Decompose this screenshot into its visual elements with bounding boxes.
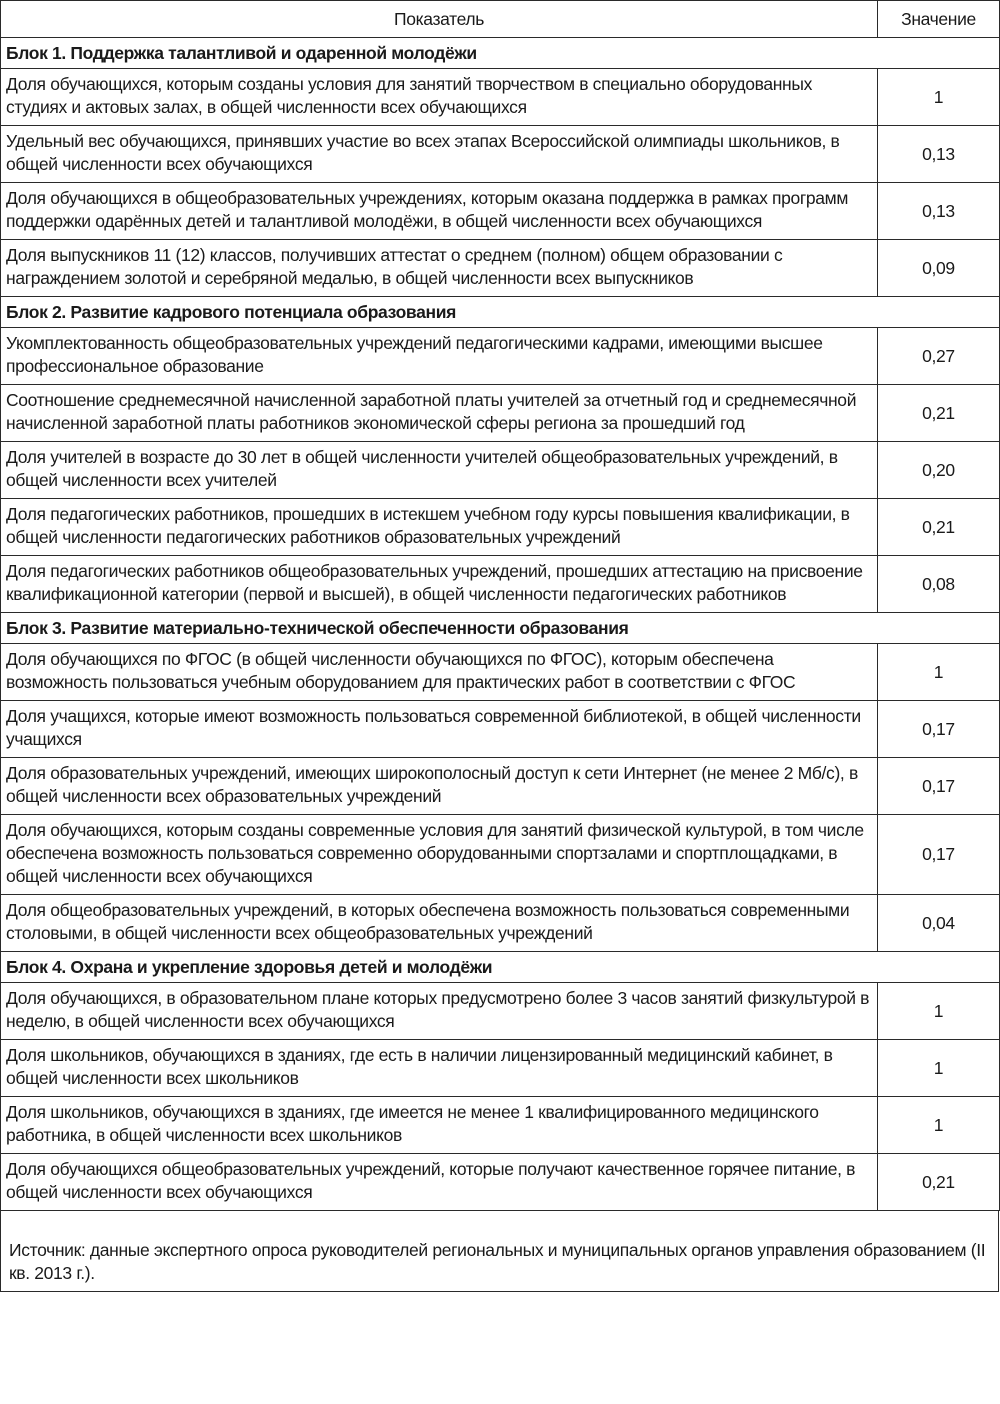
source-note: Источник: данные экспертного опроса руководителей региональных и муниципальных органов управления образованием (II кв. 2013 г.). (0, 1211, 999, 1292)
block-heading-row (1, 297, 1000, 328)
indicator-cell: Доля школьников, обучающихся в зданиях, где имеется не менее 1 квалифицированного медицинского работника, в общей численности всех школьников (1, 1097, 878, 1154)
indicator-cell: Доля обучающихся в общеобразовательных учреждениях, которым оказана поддержка в рамках программ поддержки одарённых детей и талантливой молодёжи, в общей численности всех обучающихся (1, 183, 878, 240)
indicator-cell: Доля обучающихся общеобразовательных учреждений, которые получают качественное горячее питание, в общей численности всех обучающихся (1, 1154, 878, 1211)
value-cell: 0,17 (878, 701, 1000, 758)
block-title: Блок 1. Поддержка талантливой и одаренной молодёжи (1, 38, 1000, 69)
value-cell: 0,21 (878, 1154, 1000, 1211)
table-row (1, 1040, 1000, 1097)
block-title: Блок 3. Развитие материально-технической обеспеченности образования (1, 613, 1000, 644)
table-row (1, 126, 1000, 183)
value-cell: 1 (878, 69, 1000, 126)
value-cell: 0,21 (878, 499, 1000, 556)
table-row (1, 240, 1000, 297)
indicator-cell: Доля педагогических работников общеобразовательных учреждений, прошедших аттестацию на присвоение квалификационной категории (первой и высшей), в общей численности педагогических работников (1, 556, 878, 613)
table-row (1, 1097, 1000, 1154)
indicator-cell: Укомплектованность общеобразовательных учреждений педагогическими кадрами, имеющими высшее профессиональное образование (1, 328, 878, 385)
table-row (1, 815, 1000, 895)
value-cell: 0,13 (878, 126, 1000, 183)
table-row (1, 385, 1000, 442)
value-cell: 0,13 (878, 183, 1000, 240)
indicator-cell: Доля образовательных учреждений, имеющих широкополосный доступ к сети Интернет (не менее 2 Мб/с), в общей численности всех образовательных учреждений (1, 758, 878, 815)
value-cell: 1 (878, 983, 1000, 1040)
indicator-cell: Доля обучающихся, которым созданы современные условия для занятий физической культурой, в том числе обеспечена возможность пользоваться современно оборудованными спортзалами и спортплощадками, в общей численности всех обучающихся (1, 815, 878, 895)
table-row (1, 895, 1000, 952)
table-row (1, 758, 1000, 815)
header-value: Значение (878, 1, 1000, 38)
block-title: Блок 2. Развитие кадрового потенциала образования (1, 297, 1000, 328)
block-title: Блок 4. Охрана и укрепление здоровья детей и молодёжи (1, 952, 1000, 983)
table-row (1, 701, 1000, 758)
indicator-cell: Удельный вес обучающихся, принявших участие во всех этапах Всероссийской олимпиады школьников, в общей численности всех обучающихся (1, 126, 878, 183)
table-row (1, 499, 1000, 556)
indicator-cell: Доля обучающихся, которым созданы условия для занятий творчеством в специально оборудованных студиях и актовых залах, в общей численности всех обучающихся (1, 69, 878, 126)
value-cell: 0,21 (878, 385, 1000, 442)
table-row (1, 183, 1000, 240)
value-cell: 0,17 (878, 758, 1000, 815)
table-header (1, 1, 1000, 38)
value-cell: 0,09 (878, 240, 1000, 297)
indicator-cell: Доля обучающихся, в образовательном плане которых предусмотрено более 3 часов занятий физкультурой в неделю, в общей численности всех обучающихся (1, 983, 878, 1040)
value-cell: 0,17 (878, 815, 1000, 895)
value-cell: 1 (878, 1097, 1000, 1154)
value-cell: 0,27 (878, 328, 1000, 385)
indicator-cell: Доля школьников, обучающихся в зданиях, где есть в наличии лицензированный медицинский кабинет, в общей численности всех школьников (1, 1040, 878, 1097)
table-row (1, 328, 1000, 385)
indicator-cell: Доля учителей в возрасте до 30 лет в общей численности учителей общеобразовательных учреждений, в общей численности всех учителей (1, 442, 878, 499)
value-cell: 0,08 (878, 556, 1000, 613)
block-heading-row (1, 613, 1000, 644)
table-row (1, 556, 1000, 613)
value-cell: 0,04 (878, 895, 1000, 952)
value-cell: 0,20 (878, 442, 1000, 499)
table-row (1, 442, 1000, 499)
indicator-cell: Доля обучающихся по ФГОС (в общей численности обучающихся по ФГОС), которым обеспечена возможность пользоваться учебным оборудованием для практических работ в соответствии с ФГОС (1, 644, 878, 701)
indicator-cell: Доля педагогических работников, прошедших в истекшем учебном году курсы повышения квалификации, в общей численности педагогических работников образовательных учреждений (1, 499, 878, 556)
header-indicator: Показатель (1, 1, 878, 38)
table-row (1, 644, 1000, 701)
table-body (1, 38, 1000, 1211)
value-cell: 1 (878, 1040, 1000, 1097)
table-row (1, 69, 1000, 126)
value-cell: 1 (878, 644, 1000, 701)
block-heading-row (1, 38, 1000, 69)
indicator-cell: Доля общеобразовательных учреждений, в которых обеспечена возможность пользоваться современными столовыми, в общей численности всех общеобразовательных учреждений (1, 895, 878, 952)
indicator-cell: Соотношение среднемесячной начисленной заработной платы учителей за отчетный год и среднемесячной начисленной заработной платы работников экономической сферы региона за прошедший год (1, 385, 878, 442)
table-row (1, 1154, 1000, 1211)
indicator-cell: Доля учащихся, которые имеют возможность пользоваться современной библиотекой, в общей численности учащихся (1, 701, 878, 758)
table-row (1, 983, 1000, 1040)
block-heading-row (1, 952, 1000, 983)
indicator-cell: Доля выпускников 11 (12) классов, получивших аттестат о среднем (полном) общем образовании с награждением золотой и серебряной медалью, в общей численности всех выпускников (1, 240, 878, 297)
